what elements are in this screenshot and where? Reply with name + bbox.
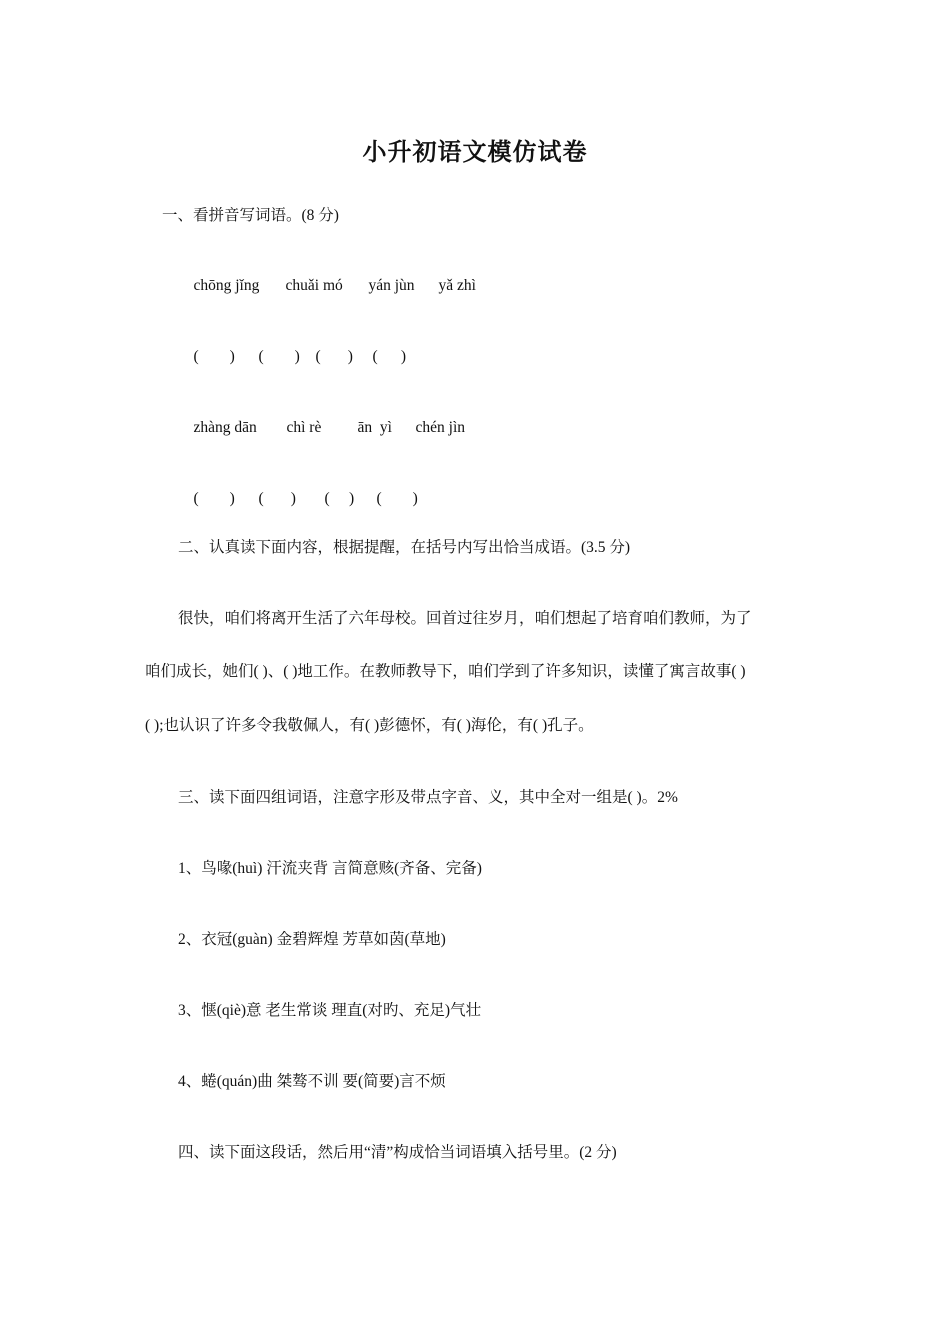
pinyin-item: yán jùn <box>368 277 415 294</box>
answer-blank: ( ) <box>258 490 296 507</box>
q2-paragraph-line-2: 咱们成长，她们( )、( )地工作。在教师教导下，咱们学到了许多知识，读懂了寓言故事( ) <box>145 663 746 680</box>
answer-blank: ( ) <box>324 490 355 507</box>
pinyin-item: chén jìn <box>415 419 465 436</box>
q4-heading: 四、读下面这段话，然后用“清”构成恰当词语填入括号里。(2 分) <box>178 1144 617 1161</box>
q2-paragraph-line-1: 很快，咱们将离开生活了六年母校。回首过往岁月，咱们想起了培育咱们教师，为了 <box>178 610 752 627</box>
q1-pinyin-row-1 <box>178 253 476 319</box>
pinyin-item: yǎ zhì <box>438 277 476 294</box>
q3-heading: 三、读下面四组词语，注意字形及带点字音、义，其中全对一组是( )。2% <box>178 789 678 806</box>
answer-blank: ( ) <box>376 490 418 507</box>
q1-heading: 一、看拼音写词语。(8 分) <box>162 207 339 224</box>
q3-option-3: 3、惬(qiè)意 老生常谈 理直(对旳、充足)气壮 <box>178 1002 482 1019</box>
q2-heading: 二、认真读下面内容，根据提醒，在括号内写出恰当成语。(3.5 分) <box>178 539 631 556</box>
page-title: 小升初语文模仿试卷 <box>362 140 588 166</box>
answer-blank: ( ) <box>258 348 300 365</box>
answer-blank: ( ) <box>193 348 235 365</box>
q1-pinyin-row-2 <box>178 395 465 461</box>
pinyin-item: ān yì <box>357 419 392 436</box>
answer-blank: ( ) <box>193 490 235 507</box>
pinyin-item: chuǎi mó <box>285 277 343 294</box>
pinyin-item: zhàng dān <box>193 419 257 436</box>
pinyin-item: chì rè <box>286 419 322 436</box>
answer-blank: ( ) <box>372 348 407 365</box>
pinyin-item: chōng jǐng <box>193 277 260 294</box>
q1-blanks-row-2 <box>178 466 418 532</box>
q2-paragraph-line-3: ( );也认识了许多令我敬佩人，有( )彭德怀，有( )海伦，有( )孔子。 <box>145 717 594 734</box>
q1-blanks-row-1 <box>178 324 406 390</box>
q3-option-1: 1、鸟喙(huì) 汗流夹背 言简意赅(齐备、完备) <box>178 860 482 877</box>
q3-option-2: 2、衣冠(guàn) 金碧辉煌 芳草如茵(草地) <box>178 931 446 948</box>
answer-blank: ( ) <box>315 348 353 365</box>
q3-option-4: 4、蜷(quán)曲 桀骜不训 要(简要)言不烦 <box>178 1073 446 1090</box>
